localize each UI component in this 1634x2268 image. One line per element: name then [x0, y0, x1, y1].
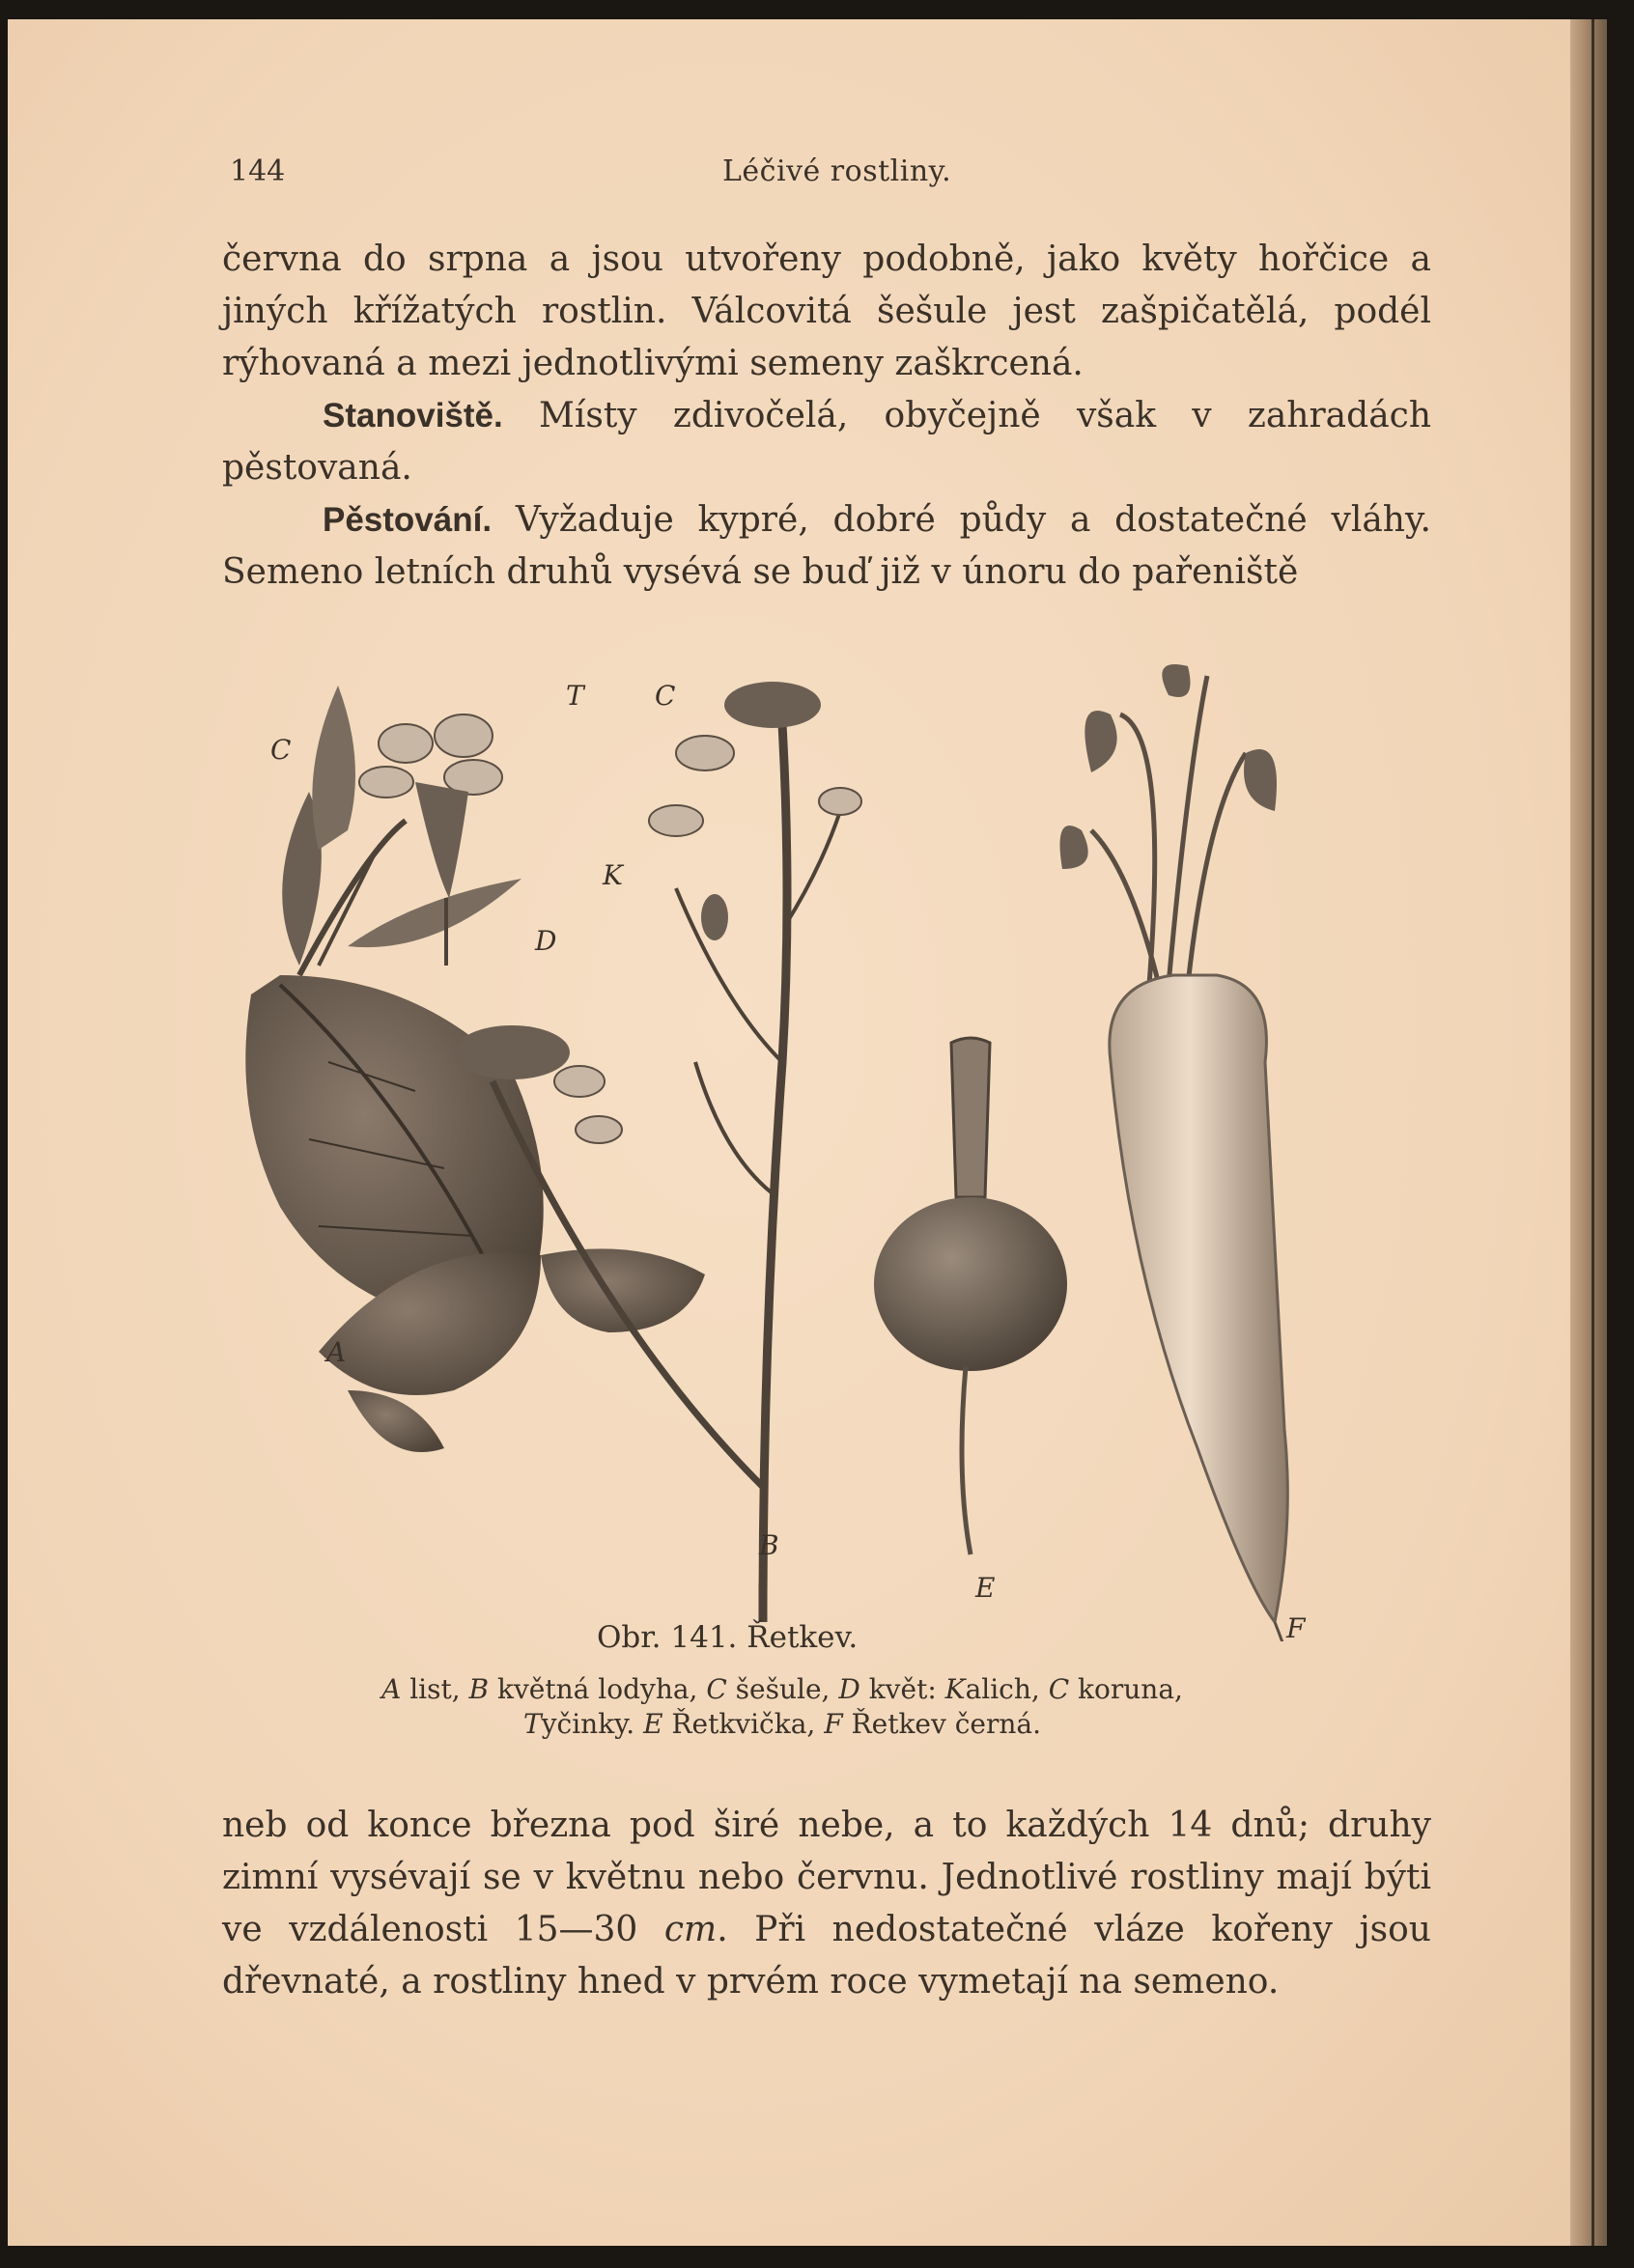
caption-text-k: alich,	[965, 1673, 1049, 1705]
radish-long	[1060, 664, 1305, 1641]
caption-text-t: yčinky.	[541, 1708, 644, 1740]
label-k: K	[603, 859, 623, 891]
heading-stanoviste: Stanoviště.	[323, 397, 503, 434]
label-f: F	[1286, 1612, 1306, 1644]
caption-letter-c2: C	[1048, 1673, 1070, 1705]
caption-text-c: šešule,	[726, 1673, 839, 1705]
illustration-drawing	[222, 657, 1429, 1641]
page-number: 144	[230, 154, 286, 188]
caption-letter-t: T	[523, 1708, 542, 1740]
caption-text-a: list,	[401, 1673, 469, 1705]
radish-illustration	[222, 657, 1429, 1644]
book-spine	[1570, 19, 1607, 2246]
top-text-block	[222, 234, 1431, 599]
label-d: D	[535, 925, 557, 957]
spine-edge	[1592, 19, 1594, 2246]
unit-cm: cm	[663, 1910, 718, 1949]
caption-letter-a: A	[381, 1673, 402, 1705]
label-a: A	[326, 1336, 347, 1368]
caption-text-e: Řetkvička,	[662, 1708, 825, 1740]
text-stanoviste: Místy zdivočelá, obyčejně však v zahradách pěstovaná.	[222, 396, 1431, 488]
heading-pestovani: Pěstování.	[323, 501, 493, 539]
caption-text-f: Řetkev černá.	[842, 1708, 1041, 1740]
label-c-flower: C	[655, 680, 676, 712]
radish-small	[874, 1038, 1067, 1554]
caption-letter-b: B	[468, 1673, 490, 1705]
figure-caption-title: Obr. 141. Řetkev.	[597, 1620, 859, 1655]
label-c-pods: C	[270, 734, 292, 766]
caption-letter-c: C	[706, 1673, 727, 1705]
caption-letter-d: D	[838, 1673, 860, 1705]
caption-letter-f: F	[824, 1708, 843, 1740]
label-b: B	[759, 1529, 779, 1561]
bottom-text-end: . Při nedostatečné vláze kořeny jsou dřevnaté, a rostliny hned v prvém roce vymetají na semeno.	[222, 1910, 1431, 2002]
label-e: E	[975, 1572, 996, 1604]
paragraph-pestovani	[222, 494, 1431, 599]
paragraph-continued: června do srpna a jsou utvořeny podobně, jako květy hořčice a jiných křížatých rostlin. Válcovitá šešule jest zašpičatělá, podél rýhovaná a mezi jednotlivými semeny zaškrcená.	[222, 239, 1431, 383]
running-title: Léčivé rostliny.	[722, 154, 952, 188]
label-t: T	[566, 680, 584, 712]
page-header	[220, 154, 1437, 193]
caption-letter-k: K	[944, 1673, 966, 1705]
bottom-text-start: neb od konce března pod širé nebe, a to každých 14 dnů; druhy zimní vysévají se v květnu nebo červnu. Jednotlivé rostliny mají býti ve vzdálenosti 15—30	[222, 1806, 1431, 1949]
bottom-text-block	[222, 1800, 1431, 2008]
caption-text-b: květná lodyha,	[489, 1673, 707, 1705]
paragraph-bottom	[222, 1800, 1431, 2008]
caption-text-c2: koruna,	[1069, 1673, 1183, 1705]
caption-letter-e: E	[643, 1708, 663, 1740]
figure-caption	[261, 1672, 1304, 1742]
caption-text-d: květ:	[859, 1673, 945, 1705]
text-pestovani: Vyžaduje kypré, dobré půdy a dostatečné vláhy. Semeno letních druhů vysévá se buď již v únoru do pařeniště	[222, 500, 1431, 592]
paragraph-stanoviste	[222, 390, 1431, 494]
book-page	[8, 19, 1607, 2246]
